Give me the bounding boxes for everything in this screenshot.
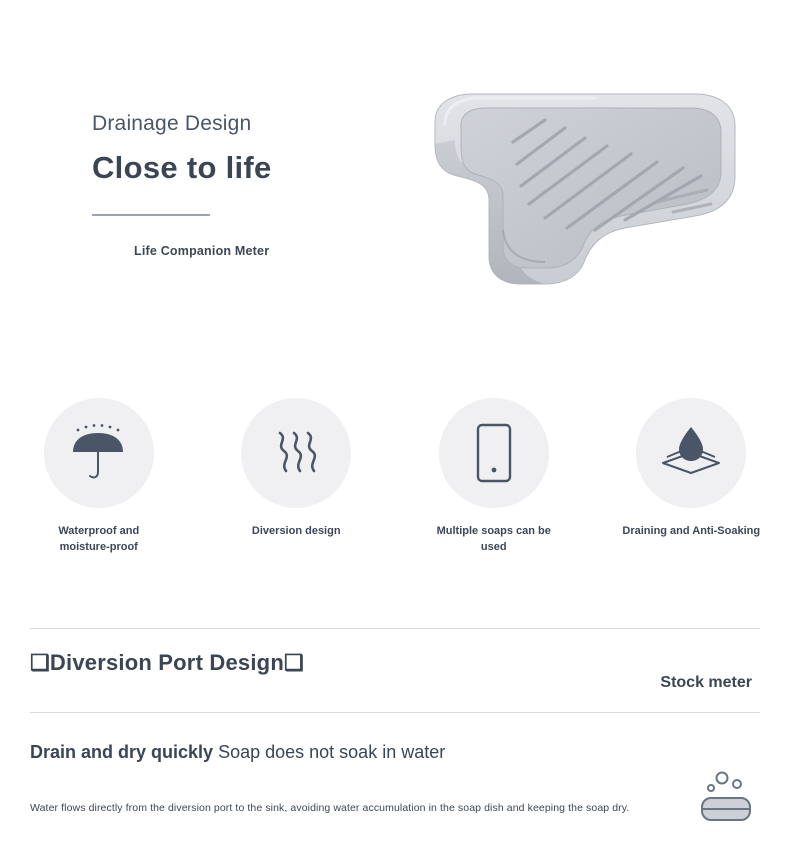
section-divider-top — [30, 628, 760, 629]
feature-icon-circle — [241, 398, 351, 508]
hero-subtitle: Life Companion Meter — [134, 244, 270, 258]
section3-headline-strong: Drain and dry quickly — [30, 742, 214, 762]
feature-label: Multiple soaps can be used — [436, 525, 551, 553]
section3-description: Water flows directly from the diversion port to the sink, avoiding water accumulation in the soap dish and keeping the soap dry. — [30, 802, 630, 814]
water-drop-layers-icon — [659, 423, 723, 483]
feature-label: Waterproof and moisture-proof — [58, 525, 140, 553]
soap-with-bubbles-icon — [694, 768, 760, 828]
feature-item — [198, 398, 396, 556]
hero-kicker: Drainage Design — [92, 112, 252, 135]
hero-divider — [92, 214, 210, 216]
page-title: Close to life — [92, 150, 272, 185]
umbrella-icon — [68, 422, 130, 484]
section2-title: ❑Diversion Port Design❑ — [30, 650, 304, 675]
feature-label: Draining and Anti-Soaking — [622, 525, 761, 537]
product-image — [395, 80, 775, 310]
feature-icon-circle — [439, 398, 549, 508]
steam-waves-icon — [268, 425, 324, 481]
feature-item — [395, 398, 593, 556]
feature-label: Diversion design — [251, 525, 341, 537]
hero-section — [0, 0, 790, 360]
feature-icon-circle — [44, 398, 154, 508]
hero-text-block — [92, 112, 422, 258]
feature-item — [593, 398, 790, 556]
feature-icon-circle — [636, 398, 746, 508]
section3-headline-rest: Soap does not soak in water — [218, 742, 446, 762]
section3-headline — [30, 742, 445, 763]
section-divider-bottom — [30, 712, 760, 713]
features-row — [0, 398, 790, 556]
stock-meter-label: Stock meter — [660, 674, 752, 691]
soap-dish-illustration — [395, 80, 775, 310]
feature-item — [0, 398, 198, 556]
soap-bar-outline-icon — [469, 421, 519, 485]
